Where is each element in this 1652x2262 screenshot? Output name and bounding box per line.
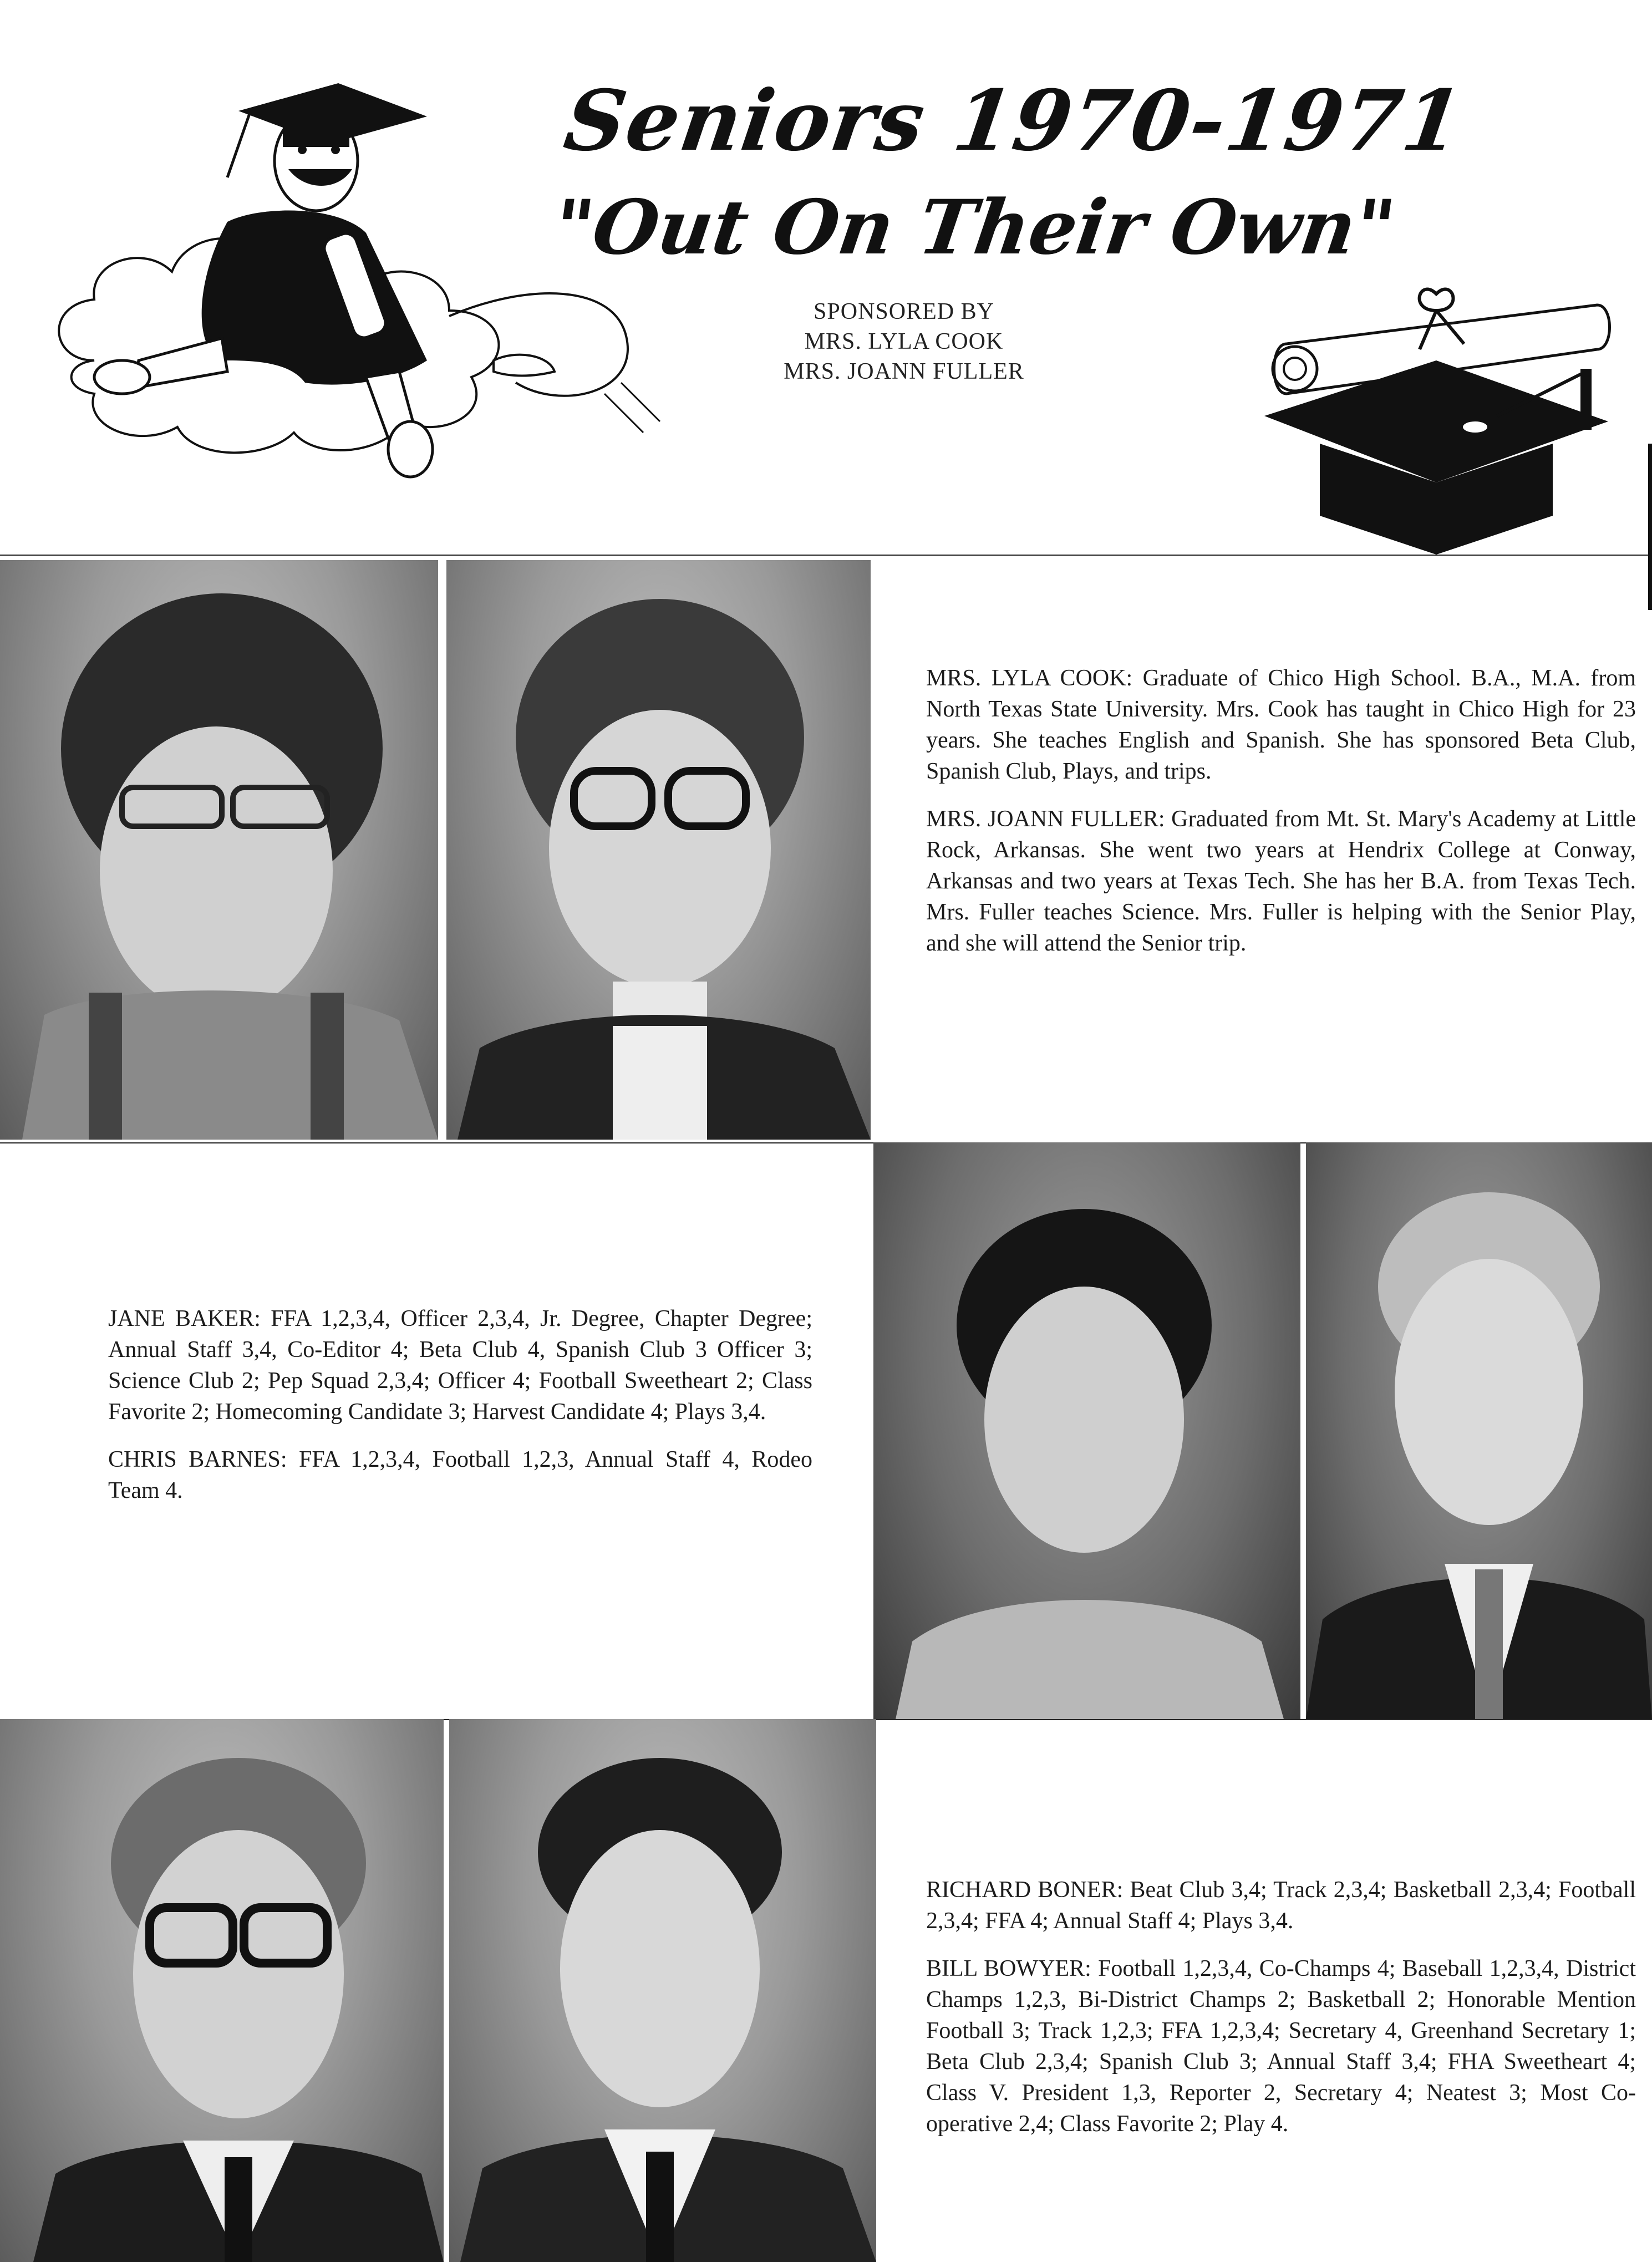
- portrait-photo: [0, 560, 438, 1140]
- portrait-photo: [449, 1719, 876, 2262]
- portrait-photo: [873, 1142, 1300, 1719]
- page-title: Seniors 1970-1971: [558, 72, 1470, 170]
- portrait-photo: [446, 560, 871, 1140]
- sponsor-block: [765, 297, 1043, 387]
- sponsor-heading: SPONSORED BY: [814, 299, 994, 324]
- diploma-and-cap-icon: [1253, 277, 1641, 588]
- bio-baker: JANE BAKER: FFA 1,2,3,4, Officer 2,3,4, Jr. Degree, Chapter Degree; Annual Staff 3,4, Co-Editor 4; Beta Club 4, Spanish Club 3 Officer 3; Science Club 2; Pep Squad 2,3,4; Officer 4; Football Sweetheart 2; Class Favorite 2; Homecoming Candidate 3; Harvest Candidate 4; Plays 3,4.: [108, 1306, 812, 1425]
- page-subtitle: "Out On Their Own": [548, 183, 1401, 271]
- bio-bowyer: BILL BOWYER: Football 1,2,3,4, Co-Champs 4; Baseball 1,2,3,4, District Champs 1,2,3, Bi-District Champs 2; Basketball 2; Honorable Mention Football 3; Track 1,2,3; FFA 1,2,3,4; Secretary 4, Greenhand Secretary 1; Beta Club 2,3,4; Spanish Club 3; Annual Staff 3,4; FHA Sweetheart 4; Class V. President 1,3, Reporter 2, Secretary 4; Neatest 3; Most Co-operative 2,4; Class Favorite 2; Play 4.: [926, 1956, 1636, 2137]
- bio-fuller: MRS. JOANN FULLER: Graduated from Mt. St. Mary's Academy at Little Rock, Arkansas. She went two years at Hendrix College at Conway, Arkansas and two years at Texas Tech. She has her B.A. from Texas Tech. Mrs. Fuller teaches Science. Mrs. Fuller is helping with the Senior Play, and she will attend the Senior trip.: [926, 806, 1636, 956]
- page-edge-mark: [1648, 444, 1652, 610]
- header-divider: [0, 555, 1652, 556]
- bio-barnes: CHRIS BARNES: FFA 1,2,3,4, Football 1,2,3, Annual Staff 4, Rodeo Team 4.: [108, 1447, 812, 1503]
- teacher-bio-block: [926, 663, 1636, 975]
- senior-bio-block: [926, 1874, 1636, 2156]
- sponsor-name-fuller: MRS. JOANN FULLER: [784, 359, 1024, 384]
- senior-bio-block: [108, 1303, 812, 1523]
- bio-boner: RICHARD BONER: Beat Club 3,4; Track 2,3,4; Basketball 2,3,4; Football 2,3,4; FFA 4; Annual Staff 4; Plays 3,4.: [926, 1877, 1636, 1934]
- portrait-photo: [0, 1719, 444, 2262]
- portrait-photo: [1306, 1142, 1652, 1719]
- bio-cook: MRS. LYLA COOK: Graduate of Chico High School. B.A., M.A. from North Texas State University. Mrs. Cook has taught in Chico High for 23 years. She teaches English and Spanish. She has sponsored Beta Club, Spanish Club, Plays, and trips.: [926, 665, 1636, 784]
- sponsor-name-cook: MRS. LYLA COOK: [804, 329, 1004, 354]
- graduate-on-cloud-icon: [28, 50, 665, 494]
